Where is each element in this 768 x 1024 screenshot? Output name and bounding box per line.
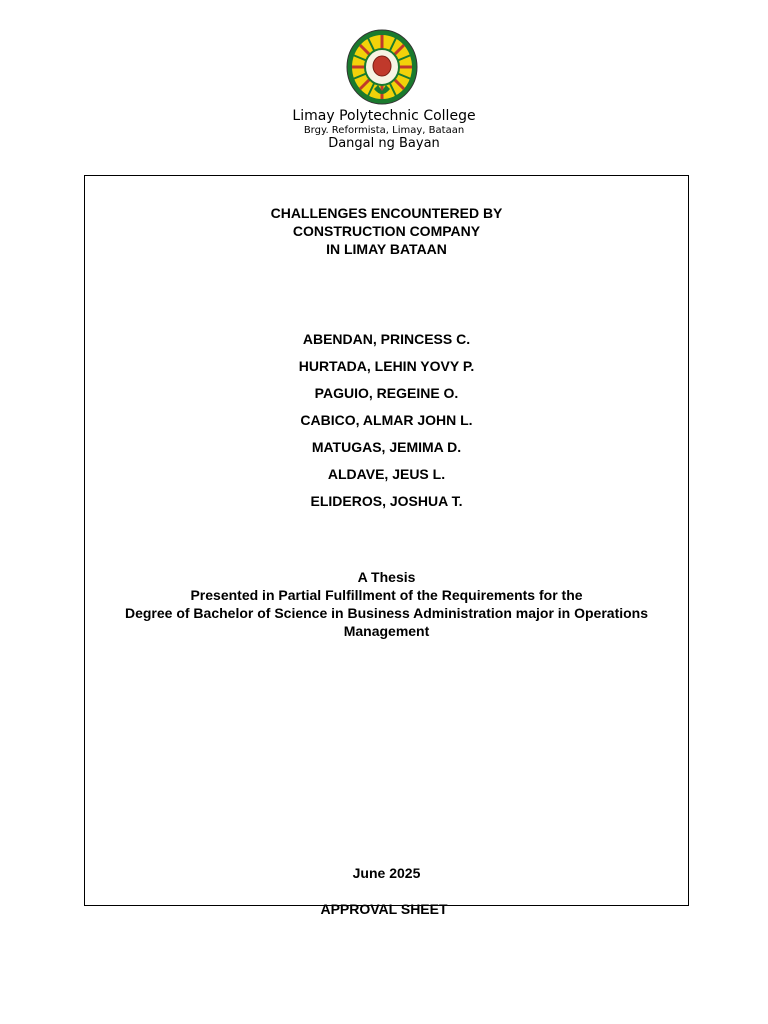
thesis-statement bbox=[85, 568, 688, 640]
author-name: ALDAVE, JEUS L. bbox=[327, 466, 446, 482]
author-name: MATUGAS, JEMIMA D. bbox=[311, 439, 462, 455]
thesis-statement-line: A Thesis bbox=[357, 569, 416, 585]
college-motto: Dangal ng Bayan bbox=[328, 136, 440, 151]
thesis-title-line: CONSTRUCTION COMPANY bbox=[292, 223, 481, 239]
approval-sheet-heading: APPROVAL SHEET bbox=[320, 901, 448, 917]
title-page-frame bbox=[84, 175, 689, 906]
author-name: CABICO, ALMAR JOHN L. bbox=[300, 412, 473, 428]
college-name: Limay Polytechnic College bbox=[292, 108, 476, 124]
submission-date: June 2025 bbox=[352, 865, 421, 881]
college-address: Brgy. Reformista, Limay, Bataan bbox=[303, 125, 465, 136]
college-seal-icon bbox=[346, 29, 418, 105]
author-name: ELIDEROS, JOSHUA T. bbox=[310, 493, 463, 509]
author-name: HURTADA, LEHIN YOVY P. bbox=[298, 358, 475, 374]
author-name: ABENDAN, PRINCESS C. bbox=[302, 331, 471, 347]
author-list bbox=[85, 326, 688, 515]
thesis-statement-line: Presented in Partial Fulfillment of the Requirements for the bbox=[190, 587, 583, 603]
thesis-statement-line: Management bbox=[343, 623, 430, 639]
thesis-statement-line: Degree of Bachelor of Science in Business Administration major in Operations bbox=[124, 605, 649, 621]
thesis-title bbox=[85, 204, 688, 258]
thesis-title-line: CHALLENGES ENCOUNTERED BY bbox=[270, 205, 503, 221]
author-name: PAGUIO, REGEINE O. bbox=[314, 385, 459, 401]
thesis-title-line: IN LIMAY BATAAN bbox=[326, 241, 447, 257]
